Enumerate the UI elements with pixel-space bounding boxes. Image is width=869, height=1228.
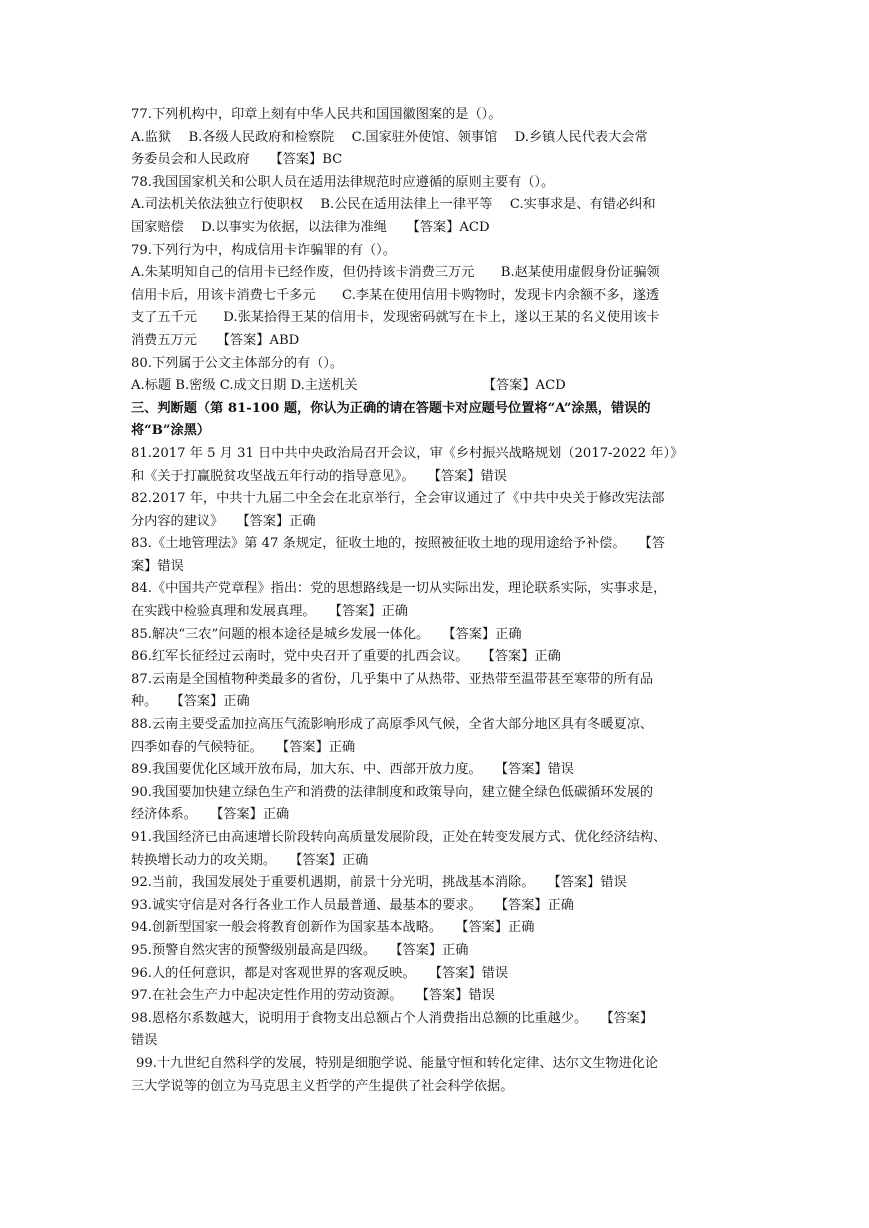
question-96: 96.人的任何意识，都是对客观世界的客观反映。 【答案】错误 bbox=[131, 965, 509, 981]
question-79-options: A.朱某明知自己的信用卡已经作废，但仍持该卡消费三万元 B.赵某使用虚假身份证骗领 bbox=[131, 265, 660, 281]
question-88: 四季如春的气候特征。 【答案】正确 bbox=[131, 739, 356, 755]
question-87: 种。 【答案】正确 bbox=[131, 694, 250, 710]
question-91: 91.我国经济已由高速增长阶段转向高质量发展阶段，正处在转变发展方式、优化经济结构、 bbox=[131, 830, 667, 845]
question-78-options: A.司法机关依法独立行使职权 B.公民在适用法律上一律平等 C.实事求是、有错必纠和 bbox=[131, 197, 656, 213]
question-82: 82.2017 年，中共十九届二中全会在北京举行，全会审议通过了《中共中央关于修改宪法部 bbox=[131, 491, 665, 507]
question-83: 83.《土地管理法》第 47 条规定，征收土地的，按照被征收土地的现用途给予补偿。 【答 bbox=[131, 536, 666, 552]
question-78-answer: 国家赔偿 D.以事实为依据，以法律为准绳 【答案】ACD bbox=[131, 219, 490, 235]
question-80-options: A.标题 B.密级 C.成文日期 D.主送机关 【答案】ACD bbox=[131, 378, 566, 394]
question-86: 86.红军长征经过云南时，党中央召开了重要的扎西会议。 【答案】正确 bbox=[131, 649, 561, 665]
question-99: 99.十九世纪自然科学的发展，特别是细胞学说、能量守恒和转化定律、达尔文生物进化论 bbox=[136, 1055, 659, 1071]
question-92: 92.当前，我国发展处于重要机遇期，前景十分光明，挑战基本消除。 【答案】错误 bbox=[131, 875, 627, 891]
section-heading: 将“B”涂黑） bbox=[131, 423, 211, 439]
question-88: 88.云南主要受孟加拉高压气流影响形成了高原季风气候，全省大部分地区具有冬暖夏凉、 bbox=[131, 717, 654, 733]
question-79-answer: 消费五万元 【答案】ABD bbox=[131, 332, 300, 348]
question-80-text: 80.下列属于公文主体部分的有（）。 bbox=[131, 355, 344, 371]
question-93: 93.诚实守信是对各行各业工作人员最普通、最基本的要求。 【答案】正确 bbox=[131, 897, 574, 913]
question-99: 三大学说等的创立为马克思主义哲学的产生提供了社会科学依据。 bbox=[131, 1078, 514, 1094]
question-98: 错误 bbox=[131, 1033, 158, 1049]
question-77-options: A.监狱 B.各级人民政府和检察院 C.国家驻外使馆、领事馆 D.乡镇人民代表大会常 bbox=[131, 129, 648, 145]
question-78-text: 78.我国国家机关和公职人员在适用法律规范时应遵循的原则主要有（）。 bbox=[131, 174, 555, 190]
question-90: 90.我国要加快建立绿色生产和消费的法律制度和政策导向，建立健全绿色低碳循环发展的 bbox=[131, 784, 654, 800]
question-79-text: 79.下列行为中，构成信用卡诈骗罪的有（）。 bbox=[131, 242, 396, 258]
question-81: 和《关于打赢脱贫攻坚战五年行动的指导意见》。 【答案】错误 bbox=[131, 468, 507, 484]
question-89: 89.我国要优化区域开放布局，加大东、中、西部开放力度。 【答案】错误 bbox=[131, 762, 574, 778]
question-84: 在实践中检验真理和发展真理。 【答案】正确 bbox=[131, 604, 408, 620]
question-82: 分内容的建议》 【答案】正确 bbox=[131, 513, 316, 529]
question-79-options: 信用卡后，用该卡消费七千多元 C.李某在使用信用卡购物时，发现卡内余额不多，遂透 bbox=[131, 287, 660, 303]
question-97: 97.在社会生产力中起决定性作用的劳动资源。 【答案】错误 bbox=[131, 988, 495, 1004]
question-85: 85.解决“三农”问题的根本途径是城乡发展一体化。 【答案】正确 bbox=[131, 626, 522, 642]
question-94: 94.创新型国家一般会将教育创新作为国家基本战略。 【答案】正确 bbox=[131, 920, 535, 936]
section-heading: 三、判断题（第 81-100 题，你认为正确的请在答题卡对应题号位置将“A”涂黑，错误的 bbox=[131, 400, 651, 416]
question-91: 转换增长动力的攻关期。 【答案】正确 bbox=[131, 852, 369, 868]
question-98: 98.恩格尔系数越大，说明用于食物支出总额占个人消费指出总额的比重越少。 【答案】 bbox=[131, 1010, 654, 1026]
question-90: 经济体系。 【答案】正确 bbox=[131, 807, 290, 823]
question-77-text: 77.下列机构中，印章上刻有中华人民共和国国徽图案的是（）。 bbox=[131, 107, 502, 122]
document-body bbox=[131, 104, 740, 1098]
question-84: 84.《中国共产党章程》指出：党的思想路线是一切从实际出发，理论联系实际，实事求是， bbox=[131, 581, 667, 597]
question-95: 95.预警自然灾害的预警级别最高是四级。 【答案】正确 bbox=[131, 942, 469, 958]
question-77-answer: 务委员会和人民政府 【答案】BC bbox=[131, 152, 343, 168]
question-79-options: 支了五千元 D.张某拾得王某的信用卡，发现密码就写在卡上，遂以王某的名义使用该卡 bbox=[131, 310, 660, 326]
question-81: 81.2017 年 5 月 31 日中共中央政治局召开会议，审《乡村振兴战略规划（2017-2022 年）》 bbox=[131, 445, 684, 461]
question-87: 87.云南是全国植物种类最多的省份，几乎集中了从热带、亚热带至温带甚至寒带的所有品 bbox=[131, 671, 654, 687]
question-83: 案】错误 bbox=[131, 558, 184, 574]
